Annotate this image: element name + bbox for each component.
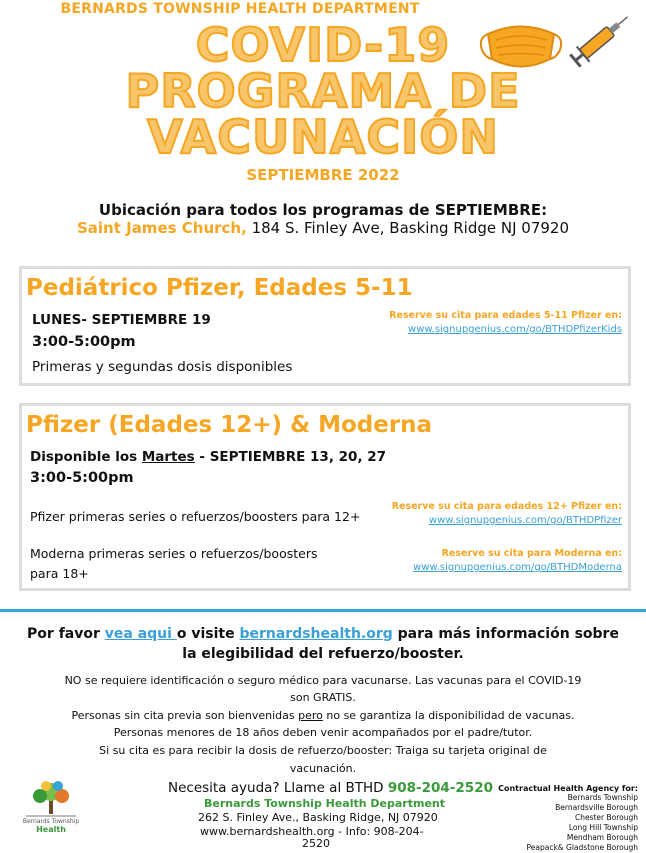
info-p4b: vacunación. — [289, 762, 357, 775]
agency-item: Bernards Township — [567, 793, 638, 802]
footer-web: www.bernardshealth.org - Info: 908-204- — [200, 825, 424, 838]
agency-title: Contractual Health Agency for: — [498, 784, 638, 793]
info-p1: NO se requiere identificación o seguro médico para vacunarse. Las vacunas para el COVID-19 — [64, 674, 582, 687]
help-phone: 908-204-2520 — [387, 780, 493, 796]
info-c: para más información sobre — [392, 626, 619, 642]
vea-aqui-link[interactable]: vea aqui — [104, 626, 177, 642]
month-label: SEPTIEMBRE 2022 — [246, 166, 400, 184]
footer-address: 262 S. Finley Ave., Basking Ridge, NJ 07920 — [198, 811, 438, 824]
agency-list — [527, 793, 638, 853]
location-line — [0, 219, 646, 237]
pfizer-reserve: Reserve su cita para edades 12+ Pfizer en: — [391, 501, 622, 512]
p2-b: no se garantiza la disponibilidad de vacunas. — [322, 709, 575, 722]
title-line-1: COVID-19 — [195, 18, 451, 72]
pediatric-box — [19, 266, 631, 386]
footer-web-2: 2520 — [302, 837, 330, 850]
pediatric-doses: Primeras y segundas dosis disponibles — [32, 359, 293, 375]
pfizer-url-link[interactable]: www.signupgenius.com/go/BTHDPfizer — [428, 515, 622, 526]
info-p1b: son GRATIS. — [290, 691, 356, 704]
location-heading: Ubicación para todos los programas de SEPTIEMBRE: — [98, 201, 548, 219]
pfizer-text: Pfizer primeras series o refuerzos/boosters para 12+ — [30, 509, 361, 524]
info-a: Por favor — [27, 626, 105, 642]
info-p2 — [0, 709, 646, 722]
logo-text: Bernards Township — [22, 818, 80, 825]
agency-item: Bernardsville Borough — [555, 803, 638, 812]
title-line-3: VACUNACIÓN — [147, 110, 499, 164]
moderna-text-1: Moderna primeras series o refuerzos/boosters — [30, 546, 318, 561]
address: 184 S. Finley Ave, Basking Ridge NJ 07920 — [246, 219, 570, 237]
avail-day: Martes — [141, 449, 195, 465]
agency-item: Long Hill Township — [568, 823, 638, 832]
logo-health: Health — [36, 825, 66, 834]
adult-title: Pfizer (Edades 12+) & Moderna — [26, 412, 433, 438]
agency-item: Mendham Borough — [566, 833, 638, 842]
info-p4: Si su cita es para recibir la dosis de refuerzo/booster: Traiga su tarjeta original de — [99, 744, 547, 757]
adult-availability — [30, 449, 386, 465]
avail-prefix: Disponible los — [30, 449, 142, 465]
moderna-reserve: Reserve su cita para Moderna en: — [441, 548, 622, 559]
footer-dept: Bernards Township Health Department — [204, 797, 446, 810]
pediatric-time: 3:00-5:00pm — [32, 334, 136, 350]
avail-suffix: - SEPTIEMBRE 13, 20, 27 — [194, 449, 387, 465]
agency-item: Chester Borough — [574, 813, 638, 822]
pediatric-url-link[interactable]: www.signupgenius.com/go/BTHDPfizerKids — [408, 324, 622, 335]
adult-time: 3:00-5:00pm — [30, 470, 134, 486]
p2-u: pero — [298, 709, 323, 722]
info-line-2: la elegibilidad del refuerzo/booster. — [182, 646, 464, 662]
agency-item: Peapack& Gladstone Borough — [526, 843, 638, 852]
help-text: Necesita ayuda? Llame al BTHD — [168, 780, 388, 796]
church-name: Saint James Church, — [76, 219, 247, 237]
bernardshealth-link[interactable]: bernardshealth.org — [239, 626, 393, 642]
pediatric-title: Pediátrico Pfizer, Edades 5-11 — [26, 275, 413, 301]
help-line — [168, 780, 493, 796]
pediatric-date: LUNES- SEPTIEMBRE 19 — [32, 312, 211, 328]
moderna-text-2: para 18+ — [30, 566, 89, 581]
info-b: o visite — [176, 626, 240, 642]
p2-a: Personas sin cita previa son bienvenidas — [71, 709, 299, 722]
pediatric-reserve: Reserve su cita para edades 5-11 Pfizer en: — [389, 310, 622, 321]
info-p3: Personas menores de 18 años deben venir acompañados por el padre/tutor. — [113, 726, 533, 739]
divider — [0, 609, 646, 612]
title-line-2: PROGRAMA DE — [125, 64, 521, 118]
header-dept: BERNARDS TOWNSHIP HEALTH DEPARTMENT — [60, 1, 420, 17]
info-line-1 — [0, 626, 646, 642]
moderna-url-link[interactable]: www.signupgenius.com/go/BTHDModerna — [413, 562, 622, 573]
adult-box — [19, 403, 631, 591]
